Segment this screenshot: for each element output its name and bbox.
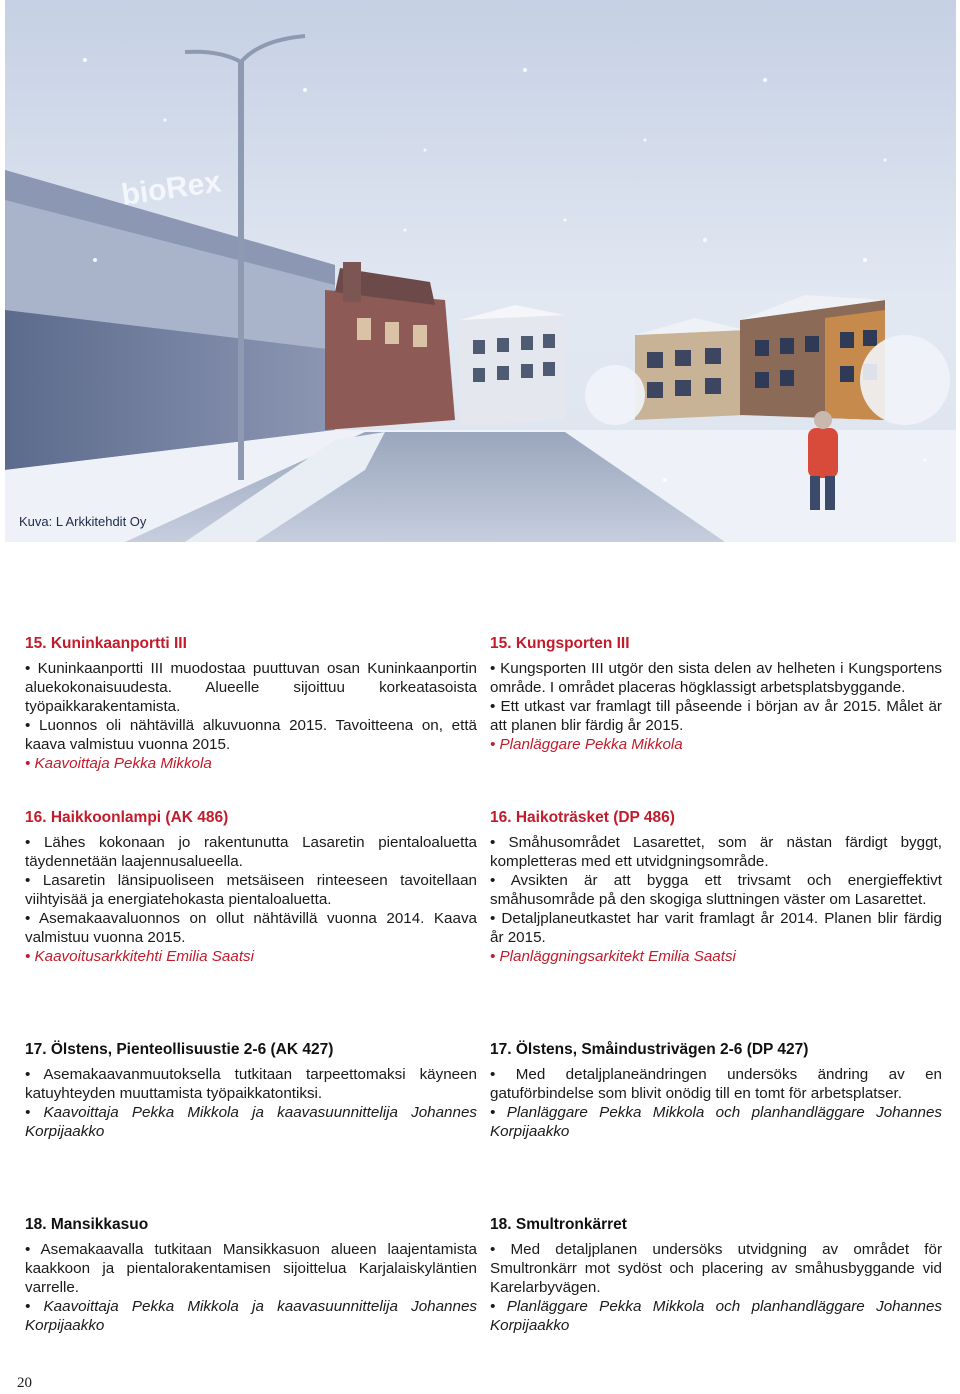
section-18-sv — [490, 1215, 942, 1335]
section-item: • Kungsporten III utgör den sista delen av helheten i Kungsportens område. I området placeras högklassigt arbetsplatsbyggande. — [490, 660, 942, 696]
section-item: • Asemakaavaluonnos on ollut nähtävillä vuonna 2014. Kaava valmistuu vuonna 2015. — [25, 910, 477, 946]
section-item: • Med detaljplaneändringen undersöks ändring av en gatuförbindelse som blivit onödig till en tomt för arbetsplatser. — [490, 1066, 942, 1102]
page-number: 20 — [17, 1375, 32, 1391]
photo-caption: Kuva: L Arkkitehdit Oy — [19, 514, 147, 529]
section-17-fi — [25, 1040, 477, 1141]
section-item: • Asemakaavanmuutoksella tutkitaan tarpeettomaksi käyneen katuyhteyden muuttamista työpaikkatontiksi. — [25, 1066, 477, 1102]
section-planner: • Kaavoittaja Pekka Mikkola ja kaavasuunnittelija Johannes Korpijaakko — [25, 1104, 477, 1140]
section-item: • Detaljplaneutkastet har varit framlagt år 2014. Planen blir färdig år 2015. — [490, 910, 942, 946]
section-item: • Asemakaavalla tutkitaan Mansikkasuon alueen laajentamista kaakkoon ja pientalorakentamisen sijoittelua Karjalaiskyläntien varrelle. — [25, 1241, 477, 1296]
section-18-fi — [25, 1215, 477, 1335]
section-planner: • Kaavoittaja Pekka Mikkola ja kaavasuunnittelija Johannes Korpijaakko — [25, 1298, 477, 1334]
section-item: • Ett utkast var framlagt till påseende i början av år 2015. Målet är att planen blir färdig år 2015. — [490, 698, 942, 734]
section-17-sv — [490, 1040, 942, 1141]
section-title: 17. Ölstens, Småindustrivägen 2-6 (DP 427) — [490, 1041, 809, 1058]
section-title: 16. Haikkoonlampi (AK 486) — [25, 809, 229, 826]
section-title: 15. Kuninkaanportti III — [25, 635, 187, 652]
section-planner: • Kaavoitusarkkitehti Emilia Saatsi — [25, 948, 255, 965]
section-16-fi — [25, 808, 477, 966]
store-sign: bioRex — [119, 165, 224, 212]
section-title: 15. Kungsporten III — [490, 635, 630, 652]
winter-street-illustration — [5, 0, 956, 542]
section-planner: • Planläggare Pekka Mikkola och planhandläggare Johannes Korpijaakko — [490, 1298, 942, 1334]
section-16-sv — [490, 808, 942, 966]
section-item: • Luonnos oli nähtävillä alkuvuonna 2015. Tavoitteena on, että kaava valmistuu vuonna 2015. — [25, 717, 477, 753]
section-title: 18. Mansikkasuo — [25, 1216, 149, 1233]
section-planner: • Planläggare Pekka Mikkola — [490, 736, 683, 753]
section-planner: • Kaavoittaja Pekka Mikkola — [25, 755, 212, 772]
section-item: • Kuninkaanportti III muodostaa puuttuvan osan Kuninkaanportin aluekokonaisuudesta. Alueelle sijoittuu korkeatasoista työpaikkarakentamista. — [25, 660, 477, 715]
section-item: • Lasaretin länsipuoliseen metsäiseen rinteeseen tavoitellaan viihtyisää ja energiatehokasta pientaloaluetta. — [25, 872, 477, 908]
section-title: 16. Haikoträsket (DP 486) — [490, 809, 675, 826]
section-title: 18. Smultronkärret — [490, 1216, 627, 1233]
section-planner: • Planläggare Pekka Mikkola och planhandläggare Johannes Korpijaakko — [490, 1104, 942, 1140]
hero-photo — [5, 0, 956, 542]
section-15-sv — [490, 634, 942, 754]
section-item: • Avsikten är att bygga ett trivsamt och energieffektivt småhusområde på den skogiga sluttningen väster om Lasarettet. — [490, 872, 942, 908]
section-planner: • Planläggningsarkitekt Emilia Saatsi — [490, 948, 736, 965]
section-15-fi — [25, 634, 477, 773]
section-title: 17. Ölstens, Pienteollisuustie 2-6 (AK 427) — [25, 1041, 334, 1058]
section-item: • Med detaljplanen undersöks utvidgning av området för Smultronkärr mot sydöst och placering av småhusbyggande vid Karelarbyvägen. — [490, 1241, 942, 1296]
section-item: • Lähes kokonaan jo rakentunutta Lasaretin pientaloaluetta täydennetään laajennusalueella. — [25, 834, 477, 870]
section-item: • Småhusområdet Lasarettet, som är nästan färdigt byggt, kompletteras med ett utvidgningsområde. — [490, 834, 942, 870]
